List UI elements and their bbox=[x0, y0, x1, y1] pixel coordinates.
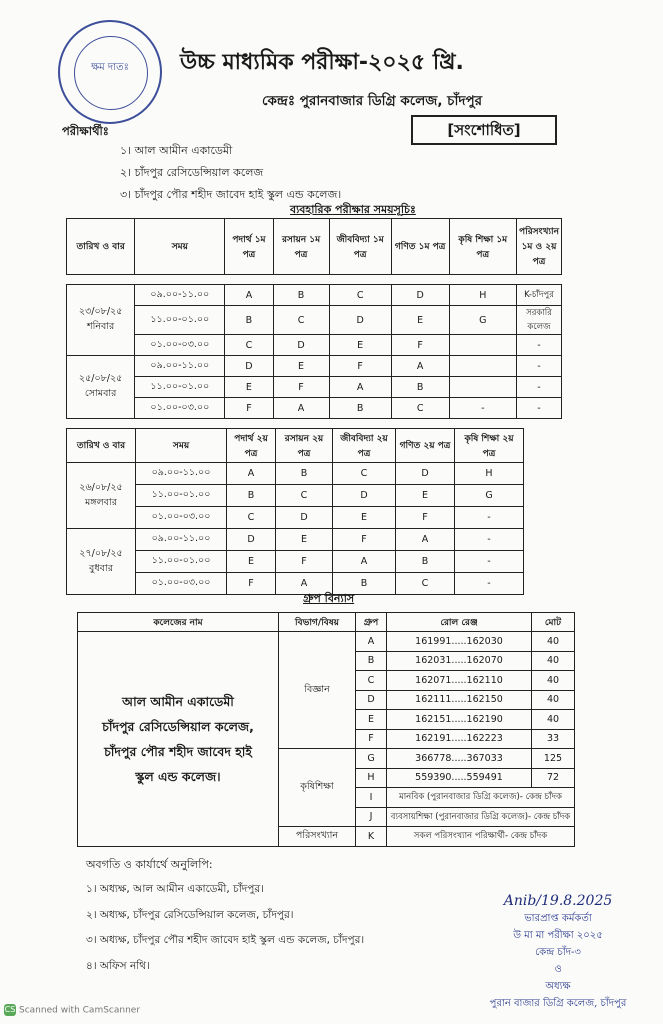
sign-line: ও bbox=[554, 964, 562, 975]
table-row: H 559390.....559491 72 bbox=[78, 768, 575, 788]
schedule-table-first-paper bbox=[66, 218, 562, 419]
college-item: ২। চাঁদপুর রেসিডেন্সিয়াল কলেজ bbox=[120, 166, 264, 179]
table-row: ২৩/০৮/২৫ শনিবার ০৯.০০-১১.০০ A B C D H K-চাঁদপুর bbox=[67, 285, 562, 306]
handwritten-signature: Anib/19.8.2025 bbox=[503, 893, 613, 909]
sign-line: ভারপ্রাপ্ত কর্মকর্তা bbox=[524, 913, 592, 924]
table-row: F 162191.....162223 33 bbox=[78, 729, 575, 749]
sign-line: উ মা মা পরীক্ষা ২০২৫ bbox=[513, 930, 603, 941]
col-chemistry: রসায়ন ১ম পত্র bbox=[273, 219, 329, 275]
col-biology: জীববিদ্যা ১ম পত্র bbox=[329, 219, 391, 275]
col-chemistry: রসায়ন ২য় পত্র bbox=[276, 429, 333, 463]
list-item: ২। অধ্যক্ষ, চাঁদপুর রেসিডেন্সিয়াল কলেজ, চাঁদপুর। bbox=[86, 908, 294, 921]
col-date: তারিখ ও বার bbox=[67, 219, 135, 275]
table-row: J ব্যবসায়শিক্ষা (পুরানবাজার ডিগ্রি কলেজ)- কেন্দ্র চাঁদক bbox=[78, 807, 575, 827]
table-row: ০১.০০-০৩.০০ F A B C - - bbox=[67, 398, 562, 419]
table-row: E 162151.....162190 40 bbox=[78, 710, 575, 730]
office-seal bbox=[58, 20, 162, 124]
table-row: ১১.০০-০১.০০ B C D E G সরকারি কলেজ bbox=[67, 306, 562, 335]
list-item: ১। অধ্যক্ষ, আল আমীন একাডেমী, চাঁদপুর। bbox=[86, 883, 264, 895]
table-row: C 162071.....162110 40 bbox=[78, 671, 575, 691]
group-title: গ্রুপ বিন্যাস bbox=[303, 592, 355, 605]
col-statistics: পরিসংখ্যান ১ম ও ২য় পত্র bbox=[517, 219, 562, 275]
table-row: I মানবিক (পুরানবাজার ডিগ্রি কলেজ)- কেন্দ্র চাঁদক bbox=[78, 788, 575, 808]
scanner-watermark bbox=[4, 1004, 140, 1016]
col-roll-range: রোল রেঞ্জ bbox=[387, 613, 532, 632]
table-row: ২৭/০৮/২৫ বুধবার ০৯.০০-১১.০০ D E F A - bbox=[67, 529, 562, 551]
table-header-row bbox=[78, 613, 575, 632]
table-row: ০১.০০-০৩.০০ F A B C - bbox=[67, 573, 562, 595]
table-row: ০১.০০-০৩.০০ C D E F - bbox=[67, 507, 562, 529]
col-group: গ্রুপ bbox=[356, 613, 387, 632]
table-row: আল আমীন একাডেমী চাঁদপুর রেসিডেন্সিয়াল কলেজ, চাঁদপুর পৌর শহীদ জাবেদ হাই স্কুল এন্ড কলেজ। বিজ্ঞান A 161991.....162030 40 bbox=[78, 632, 575, 652]
table-row: ১১.০০-০১.০০ E F A B - bbox=[67, 377, 562, 398]
col-physics: পদার্থ ২য় পত্র bbox=[227, 429, 276, 463]
seal-text: ক্ষম দাতঃ bbox=[91, 62, 129, 73]
col-date: তারিখ ও বার bbox=[67, 429, 136, 463]
examinees-label: পরীক্ষার্থীঃ bbox=[62, 124, 109, 138]
sign-line: পুরান বাজার ডিগ্রি কলেজ, চাঁদপুর bbox=[489, 998, 627, 1009]
table-row: B 162031.....162070 40 bbox=[78, 651, 575, 671]
table-row: D 162111.....162150 40 bbox=[78, 690, 575, 710]
col-college-name: কলেজের নাম bbox=[78, 613, 279, 632]
revised-badge: [সংশোধিত] bbox=[411, 115, 557, 145]
signature-block bbox=[473, 893, 643, 1012]
college-item: ১। আল আমীন একাডেমী bbox=[120, 144, 233, 157]
col-math: গণিত ১ম পত্র bbox=[391, 219, 449, 275]
table-row: ১১.০০-০১.০০ B C D E G bbox=[67, 485, 562, 507]
table-row: কৃষিশিক্ষা G 366778.....367033 125 bbox=[78, 749, 575, 769]
schedule-title: ব্যবহারিক পরীক্ষার সময়সূচিঃ bbox=[290, 203, 416, 216]
col-department: বিভাগ/বিষয় bbox=[279, 613, 356, 632]
sign-line: অধ্যক্ষ bbox=[545, 981, 571, 992]
college-names-cell: আল আমীন একাডেমী চাঁদপুর রেসিডেন্সিয়াল কলেজ, চাঁদপুর পৌর শহীদ জাবেদ হাই স্কুল এন্ড কলেজ। bbox=[78, 632, 279, 847]
section-agriculture: কৃষিশিক্ষা bbox=[279, 749, 356, 827]
table-row: ২৫/০৮/২৫ সোমবার ০৯.০০-১১.০০ D E F A - bbox=[67, 356, 562, 377]
group-table bbox=[77, 612, 575, 847]
col-biology: জীববিদ্যা ২য় পত্র bbox=[333, 429, 396, 463]
table-header-row bbox=[67, 429, 562, 463]
table-row: ১১.০০-০১.০০ E F A B - bbox=[67, 551, 562, 573]
date-cell: ২৩/০৮/২৫ শনিবার bbox=[67, 285, 135, 356]
college-item: ৩। চাঁদপুর পৌর শহীদ জাবেদ হাই স্কুল এন্ড কলেজ। bbox=[120, 188, 342, 201]
col-math: গণিত ২য় পত্র bbox=[396, 429, 455, 463]
table-header-row bbox=[67, 219, 562, 275]
list-item: ৪। অফিস নথি। bbox=[86, 959, 150, 972]
college-list bbox=[120, 140, 341, 206]
sign-line: কেন্দ্র চাঁদ-৩ bbox=[535, 947, 581, 958]
table-row: ২৬/০৮/২৫ মঙ্গলবার ০৯.০০-১১.০০ A B C D H bbox=[67, 463, 562, 485]
col-time: সময় bbox=[136, 429, 227, 463]
date-cell: ২৬/০৮/২৫ মঙ্গলবার bbox=[67, 463, 136, 529]
table-row: পরিসংখ্যান K সকল পরিসংখ্যান পরিক্ষার্থী- কেন্দ্র চাঁদক bbox=[78, 827, 575, 847]
document-title: উচ্চ মাধ্যমিক পরীক্ষা-২০২৫ খ্রি. bbox=[180, 50, 464, 75]
watermark-text: Scanned with CamScanner bbox=[19, 1005, 141, 1016]
list-item: ৩। অধ্যক্ষ, চাঁদপুর পৌর শহীদ জাবেদ হাই স্কুল এন্ড কলেজ, চাঁদপুর। bbox=[86, 934, 365, 946]
col-total: মোট bbox=[532, 613, 575, 632]
date-cell: ২৭/০৮/২৫ বুধবার bbox=[67, 529, 136, 595]
camscanner-icon: CS bbox=[4, 1005, 16, 1014]
col-agriculture: কৃষি শিক্ষা ২য় পত্র bbox=[455, 429, 524, 463]
section-statistics: পরিসংখ্যান bbox=[279, 827, 356, 847]
exam-center: কেন্দ্রঃ পুরানবাজার ডিগ্রি কলেজ, চাঁদপুর bbox=[262, 93, 483, 109]
distribution-list bbox=[86, 877, 364, 979]
col-agriculture: কৃষি শিক্ষা ১ম পত্র bbox=[449, 219, 516, 275]
section-science: বিজ্ঞান bbox=[279, 632, 356, 749]
schedule-table-second-paper bbox=[66, 428, 562, 595]
table-row: ০১.০০-০৩.০০ C D E F - bbox=[67, 335, 562, 356]
date-cell: ২৫/০৮/২৫ সোমবার bbox=[67, 356, 135, 419]
col-physics: পদার্থ ১ম পত্র bbox=[225, 219, 273, 275]
distribution-title: অবগতি ও কার্যার্থে অনুলিপি: bbox=[86, 858, 213, 871]
col-time: সময় bbox=[135, 219, 225, 275]
